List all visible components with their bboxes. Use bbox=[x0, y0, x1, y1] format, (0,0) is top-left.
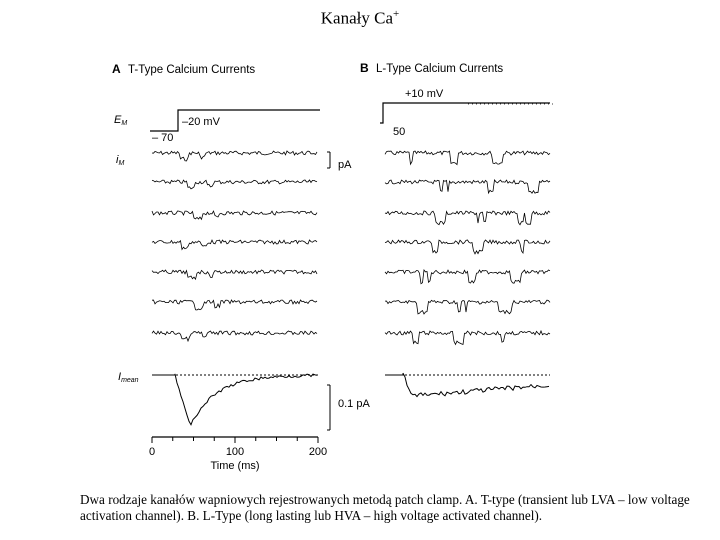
time-tick-label-100: 100 bbox=[225, 446, 245, 458]
voltage-label-sub: M bbox=[121, 120, 128, 127]
panel-b-step-mv: +10 mV bbox=[405, 88, 444, 100]
panel-b-letter: B bbox=[360, 61, 369, 75]
title-text: Kanały Ca bbox=[320, 8, 393, 28]
panel-a-trace-6 bbox=[152, 300, 317, 310]
panel-b-heading: L-Type Calcium Currents bbox=[376, 63, 504, 75]
mean-scale-label: 0.1 pA bbox=[338, 398, 370, 410]
panel-a-voltage-step bbox=[150, 110, 320, 131]
voltage-label bbox=[114, 114, 127, 127]
mean-label-sub: mean bbox=[121, 377, 139, 384]
panel-b-trace-6 bbox=[385, 300, 550, 314]
panel-a-letter: A bbox=[112, 62, 121, 76]
time-tick-label-0: 0 bbox=[148, 446, 156, 458]
panel-b-trace-5 bbox=[385, 270, 550, 284]
time-axis-ticks bbox=[152, 437, 318, 443]
panel-b-trace-1 bbox=[385, 151, 550, 165]
mean-current-label bbox=[118, 371, 139, 384]
panel-a-heading: T-Type Calcium Currents bbox=[128, 64, 256, 76]
panel-b-voltage-step bbox=[380, 103, 550, 123]
current-label-main: i bbox=[116, 154, 119, 166]
panel-b-hold-mv: 50 bbox=[393, 126, 406, 138]
panel-b-trace-4 bbox=[385, 240, 550, 254]
voltage-label-main: E bbox=[114, 114, 122, 126]
panel-a-mean-current bbox=[152, 374, 317, 425]
panel-a-traces bbox=[152, 151, 317, 341]
panel-a-trace-4 bbox=[152, 240, 317, 249]
panel-a-trace-1 bbox=[152, 151, 317, 161]
panel-b-trace-2 bbox=[385, 180, 550, 193]
panel-a-trace-7 bbox=[152, 331, 317, 341]
current-label-sub: M bbox=[118, 160, 125, 167]
figure-caption: Dwa rodzaje kanałów wapniowych rejestrowanych metodą patch clamp. A. T-type (transient lub LVA – low voltage activation channel). B. L-Type (long lasting lub HVA – high voltage activated channel). bbox=[80, 492, 690, 523]
page-title bbox=[0, 8, 720, 29]
panel-b-mean-current bbox=[385, 373, 549, 397]
panel-b-trace-3 bbox=[385, 211, 550, 225]
title-superscript: + bbox=[393, 8, 400, 20]
time-axis-label: Time (ms) bbox=[210, 460, 260, 472]
panel-a-hold-mv: – 70 bbox=[152, 132, 174, 144]
panel-a-trace-5 bbox=[152, 270, 317, 279]
time-tick-label-200: 200 bbox=[308, 446, 328, 458]
pa-scale-label: pA bbox=[338, 159, 352, 171]
mean-label-main: I bbox=[118, 371, 122, 383]
panel-b-trace-7 bbox=[385, 331, 550, 345]
panel-a-trace-2 bbox=[152, 180, 317, 189]
panel-a-trace-3 bbox=[152, 211, 317, 219]
panel-a-step-mv: –20 mV bbox=[182, 116, 220, 128]
patch-clamp-figure bbox=[90, 55, 570, 480]
current-label bbox=[116, 154, 124, 167]
panel-b-traces bbox=[385, 151, 550, 345]
